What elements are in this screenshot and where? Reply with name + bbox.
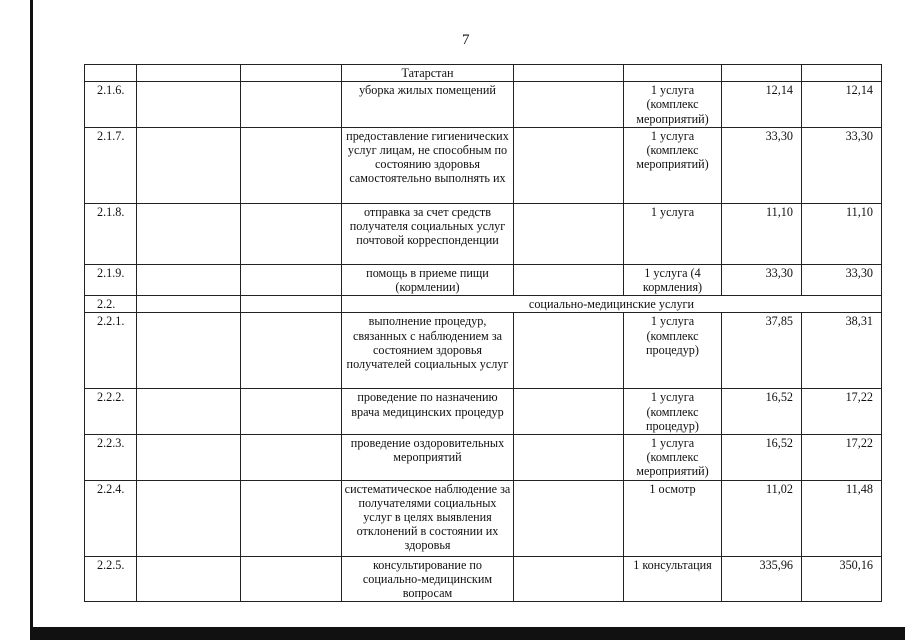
service-name: отправка за счет средств получателя социальных услуг почтовой корреспонденции bbox=[342, 203, 514, 264]
service-unit: 1 осмотр bbox=[624, 480, 722, 556]
service-unit: 1 услуга (4 кормления) bbox=[624, 264, 722, 295]
tariff-value-2: 17,22 bbox=[802, 389, 882, 435]
row-number: 2.2.2. bbox=[85, 389, 137, 435]
row-number: 2.2.1. bbox=[85, 313, 137, 389]
row-number: 2.1.8. bbox=[85, 203, 137, 264]
tariff-value-1: 11,02 bbox=[722, 480, 802, 556]
service-unit: 1 консультация bbox=[624, 556, 722, 602]
row-number: 2.2.4. bbox=[85, 480, 137, 556]
tariff-value-1: 37,85 bbox=[722, 313, 802, 389]
scan-bottom-edge bbox=[30, 627, 905, 640]
section-row bbox=[85, 296, 882, 313]
table-row bbox=[85, 556, 882, 602]
tariff-value-2: 17,22 bbox=[802, 435, 882, 481]
scan-left-edge bbox=[0, 0, 33, 640]
table-row bbox=[85, 264, 882, 295]
row-number: 2.1.9. bbox=[85, 264, 137, 295]
tariff-value-2: 38,31 bbox=[802, 313, 882, 389]
tariff-value-1: 16,52 bbox=[722, 389, 802, 435]
tariff-value-2: 33,30 bbox=[802, 264, 882, 295]
service-name: выполнение процедур, связанных с наблюдением за состоянием здоровья получателей социальных услуг bbox=[342, 313, 514, 389]
page-number: 7 bbox=[462, 32, 470, 48]
service-name: систематическое наблюдение за получателями социальных услуг в целях выявления отклонений в состоянии их здоровья bbox=[342, 480, 514, 556]
section-number: 2.2. bbox=[85, 296, 137, 313]
row-number: 2.1.7. bbox=[85, 127, 137, 203]
tariff-value-1: 335,96 bbox=[722, 556, 802, 602]
section-title: социально-медицинские услуги bbox=[342, 296, 882, 313]
table-row bbox=[85, 480, 882, 556]
table-row bbox=[85, 435, 882, 481]
tariff-value-1: 33,30 bbox=[722, 127, 802, 203]
row-number: 2.2.3. bbox=[85, 435, 137, 481]
table-row bbox=[85, 389, 882, 435]
tariff-value-2: 11,48 bbox=[802, 480, 882, 556]
row-number: 2.1.6. bbox=[85, 82, 137, 128]
service-name: уборка жилых помещений bbox=[342, 82, 514, 128]
table-row bbox=[85, 203, 882, 264]
tariff-value-2: 350,16 bbox=[802, 556, 882, 602]
service-unit: 1 услуга (комплекс мероприятий) bbox=[624, 82, 722, 128]
row-number: 2.2.5. bbox=[85, 556, 137, 602]
tariff-value-2: 33,30 bbox=[802, 127, 882, 203]
region-cell: Татарстан bbox=[342, 65, 514, 82]
service-name: проведение оздоровительных мероприятий bbox=[342, 435, 514, 481]
table-row bbox=[85, 127, 882, 203]
service-name: помощь в приеме пищи (кормлении) bbox=[342, 264, 514, 295]
tariff-value-1: 11,10 bbox=[722, 203, 802, 264]
tariff-value-1: 12,14 bbox=[722, 82, 802, 128]
tariff-value-2: 12,14 bbox=[802, 82, 882, 128]
tariff-table bbox=[84, 64, 882, 602]
tariff-value-1: 16,52 bbox=[722, 435, 802, 481]
service-unit: 1 услуга (комплекс мероприятий) bbox=[624, 435, 722, 481]
service-unit: 1 услуга bbox=[624, 203, 722, 264]
service-name: предоставление гигиенических услуг лицам, не способным по состоянию здоровья самостоятельно выполнять их bbox=[342, 127, 514, 203]
service-unit: 1 услуга (комплекс процедур) bbox=[624, 313, 722, 389]
tariff-value-1: 33,30 bbox=[722, 264, 802, 295]
service-unit: 1 услуга (комплекс процедур) bbox=[624, 389, 722, 435]
service-name: проведение по назначению врача медицинских процедур bbox=[342, 389, 514, 435]
service-unit: 1 услуга (комплекс мероприятий) bbox=[624, 127, 722, 203]
tariff-value-2: 11,10 bbox=[802, 203, 882, 264]
table-row bbox=[85, 82, 882, 128]
table-row bbox=[85, 313, 882, 389]
table-row bbox=[85, 65, 882, 82]
service-name: консультирование по социально-медицинским вопросам bbox=[342, 556, 514, 602]
